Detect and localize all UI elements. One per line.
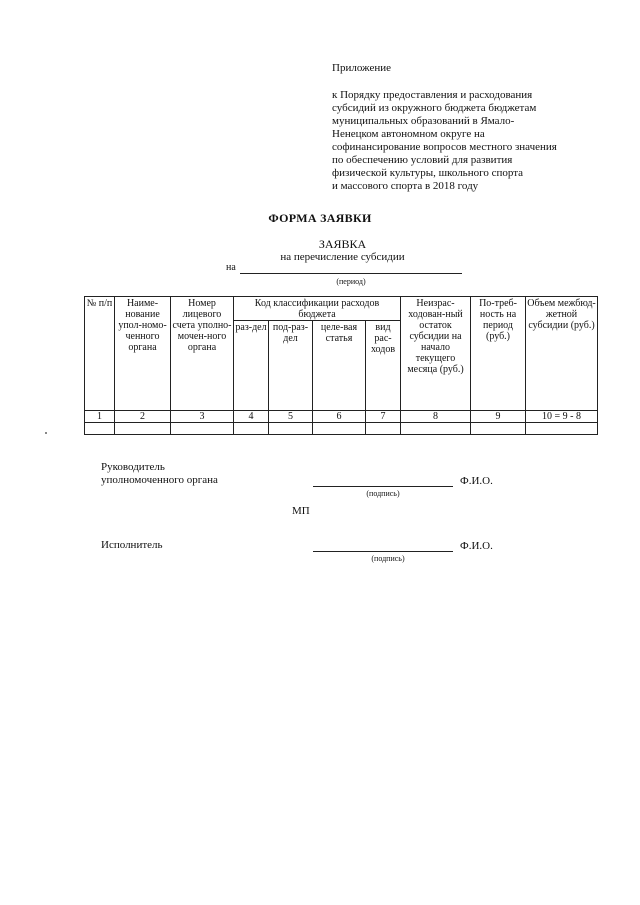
- index-cell: 2: [115, 411, 171, 423]
- appendix-heading: Приложение: [332, 62, 392, 74]
- header-need: По-треб-ность на период (руб.): [471, 297, 526, 411]
- head-signature-caption: (подпись): [366, 489, 400, 498]
- appendix-line: по обеспечению условий для развития: [332, 154, 513, 166]
- head-fio: Ф.И.О.: [460, 475, 493, 487]
- period-line: [240, 273, 462, 274]
- header-volume: Объем межбюд-жетной субсидии (руб.): [526, 297, 598, 411]
- appendix-block: [332, 62, 632, 193]
- index-cell: 10 = 9 - 8: [526, 411, 598, 423]
- request-title: ЗАЯВКА: [318, 237, 367, 251]
- index-cell: 1: [85, 411, 115, 423]
- header-subsection: под-раз-дел: [269, 321, 313, 411]
- request-subtitle: на перечисление субсидии: [280, 251, 405, 263]
- index-cell: 5: [269, 411, 313, 423]
- executor-signature-caption: (подпись): [371, 554, 405, 563]
- index-cell: 4: [234, 411, 269, 423]
- executor-fio: Ф.И.О.: [460, 540, 493, 552]
- header-type: вид рас-ходов: [366, 321, 401, 411]
- head-label-line2: уполномоченного органа: [101, 474, 218, 486]
- head-label-line1: Руководитель: [101, 461, 165, 473]
- index-cell: 6: [313, 411, 366, 423]
- appendix-line: к Порядку предоставления и расходования: [332, 89, 533, 101]
- header-account: Номер лицевого счета уполно-мочен-ного органа: [171, 297, 234, 411]
- head-signature-line: [313, 486, 453, 487]
- table-row: [85, 423, 598, 435]
- appendix-line: софинансирование вопросов местного значения: [332, 141, 557, 153]
- index-cell: 8: [401, 411, 471, 423]
- header-target: целе-вая статья: [313, 321, 366, 411]
- header-name: Наиме-нование упол-номо-ченного органа: [115, 297, 171, 411]
- stamp-mp: МП: [292, 505, 310, 517]
- header-remainder: Неизрас-ходован-ный остаток субсидии на начало текущего месяца (руб.): [401, 297, 471, 411]
- index-cell: 9: [471, 411, 526, 423]
- period-caption: (период): [336, 277, 366, 286]
- header-num: № п/п: [85, 297, 115, 411]
- executor-signature-line: [313, 551, 453, 552]
- scan-speck: [45, 432, 47, 434]
- appendix-line: муниципальных образований в Ямало-: [332, 115, 515, 127]
- period-prefix: на: [226, 262, 236, 273]
- appendix-line: субсидий из окружного бюджета бюджетам: [332, 102, 537, 114]
- appendix-line: Ненецком автономном округе на: [332, 128, 485, 140]
- appendix-line: физической культуры, школьного спорта: [332, 167, 524, 179]
- header-code-group: Код классификации расходов бюджета: [234, 297, 401, 321]
- index-cell: 3: [171, 411, 234, 423]
- request-table: [84, 296, 598, 435]
- index-cell: 7: [366, 411, 401, 423]
- appendix-line: и массового спорта в 2018 году: [332, 180, 479, 192]
- executor-label: Исполнитель: [101, 539, 163, 551]
- header-section: раз-дел: [234, 321, 269, 411]
- form-title: ФОРМА ЗАЯВКИ: [268, 211, 372, 225]
